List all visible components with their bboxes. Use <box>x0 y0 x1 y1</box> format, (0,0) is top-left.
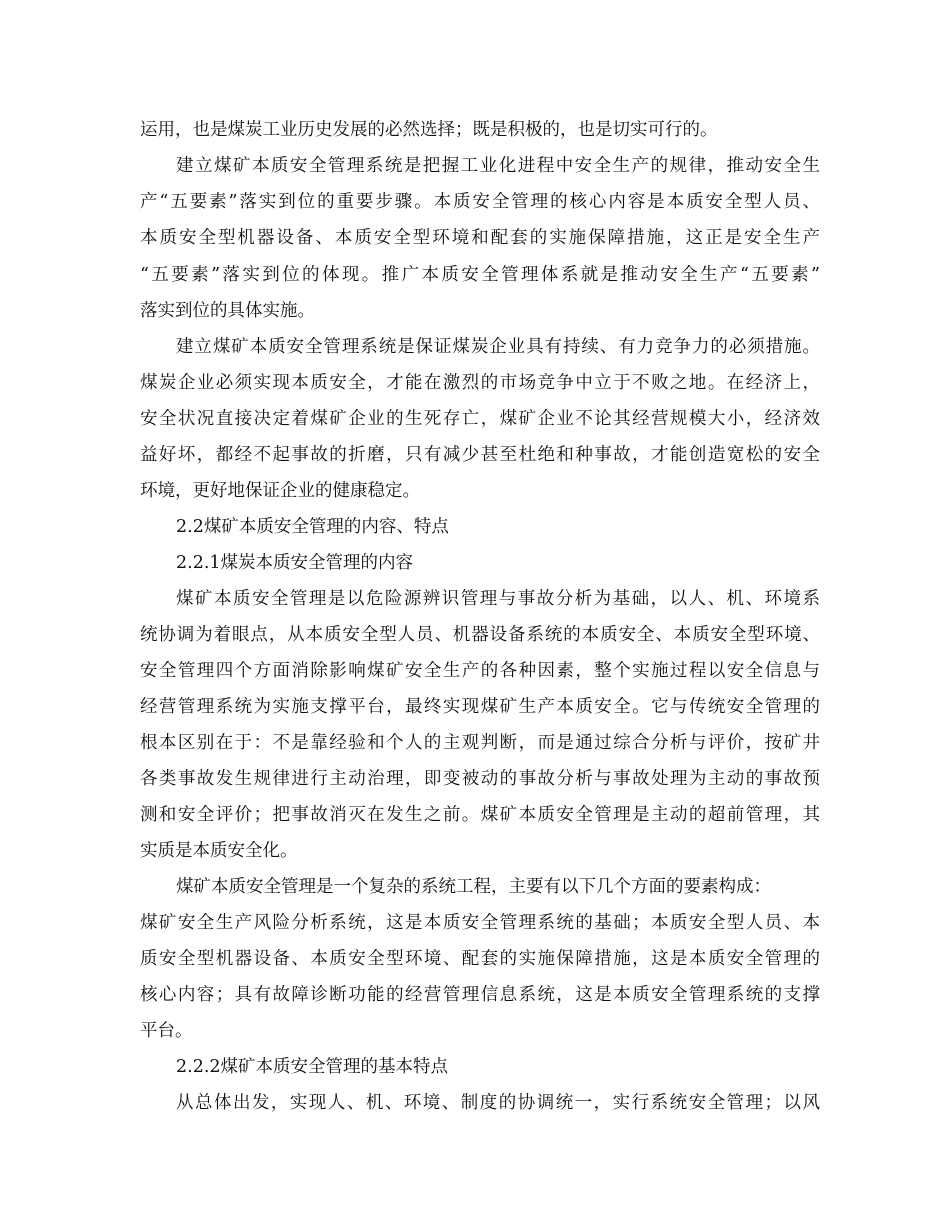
paragraph-first-line: 从总体出发，实现人、机、环境、制度的协调统一，实行系统安全管理；以风 <box>176 1093 820 1113</box>
section-heading: 2.2煤矿本质安全管理的内容、特点 <box>176 517 449 537</box>
paragraph-line: 经营管理系统为实施支撑平台，最终实现煤矿生产本质安全。它与传统安全管理的 <box>140 697 820 717</box>
paragraph-line: 质安全型机器设备、本质安全型环境、配套的实施保障措施，这是本质安全管理的 <box>140 949 820 969</box>
paragraph-line: 安全管理四个方面消除影响煤矿安全生产的各种因素，整个实施过程以安全信息与 <box>140 661 820 681</box>
paragraph-line: 产“五要素”落实到位的重要步骤。本质安全管理的核心内容是本质安全型人员、 <box>140 192 820 212</box>
paragraph-line: 核心内容；具有故障诊断功能的经营管理信息系统，这是本质安全管理系统的支撑 <box>140 985 820 1005</box>
paragraph-first-line: 建立煤矿本质安全管理系统是保证煤炭企业具有持续、有力竞争力的必须措施。 <box>176 337 820 357</box>
paragraph-first-line: 建立煤矿本质安全管理系统是把握工业化进程中安全生产的规律，推动安全生 <box>176 156 820 176</box>
paragraph-line: 益好坏，都经不起事故的折磨，只有减少甚至杜绝和种事故，才能创造宽松的安全 <box>140 445 820 465</box>
paragraph-line: 平台。 <box>140 1021 193 1041</box>
paragraph-line: “五要素”落实到位的体现。推广本质安全管理体系就是推动安全生产“五要素” <box>140 265 820 285</box>
paragraph-line: 各类事故发生规律进行主动治理，即变被动的事故分析与事故处理为主动的事故预 <box>140 769 820 789</box>
paragraph-first-line: 煤矿本质安全管理是以危险源辨识管理与事故分析为基础，以人、机、环境系 <box>176 589 820 609</box>
paragraph-line: 煤矿安全生产风险分析系统，这是本质安全管理系统的基础；本质安全型人员、本 <box>140 913 820 933</box>
paragraph-line: 安全状况直接决定着煤矿企业的生死存亡，煤矿企业不论其经营规模大小，经济效 <box>140 409 820 429</box>
subsection-heading: 2.2.2煤矿本质安全管理的基本特点 <box>176 1057 449 1077</box>
paragraph-line: 落实到位的具体实施。 <box>140 301 315 321</box>
paragraph-line: 根本区别在于：不是靠经验和个人的主观判断，而是通过综合分析与评价，按矿井 <box>140 733 820 753</box>
paragraph-line: 实质是本质安全化。 <box>140 841 298 861</box>
subsection-heading: 2.2.1煤炭本质安全管理的内容 <box>176 553 414 573</box>
paragraph-line: 测和安全评价；把事故消灭在发生之前。煤矿本质安全管理是主动的超前管理，其 <box>140 805 820 825</box>
paragraph-line: 统协调为着眼点，从本质安全型人员、机器设备系统的本质安全、本质安全型环境、 <box>140 625 820 645</box>
paragraph-line: 本质安全型机器设备、本质安全型环境和配套的实施保障措施，这正是安全生产 <box>140 228 820 248</box>
paragraph-first-line: 煤矿本质安全管理是一个复杂的系统工程，主要有以下几个方面的要素构成： <box>176 877 771 897</box>
paragraph-line: 运用，也是煤炭工业历史发展的必然选择；既是积极的，也是切实可行的。 <box>140 120 718 140</box>
paragraph-line: 环境，更好地保证企业的健康稳定。 <box>140 481 420 501</box>
paragraph-line: 煤炭企业必须实现本质安全，才能在激烈的市场竞争中立于不败之地。在经济上， <box>140 373 820 393</box>
